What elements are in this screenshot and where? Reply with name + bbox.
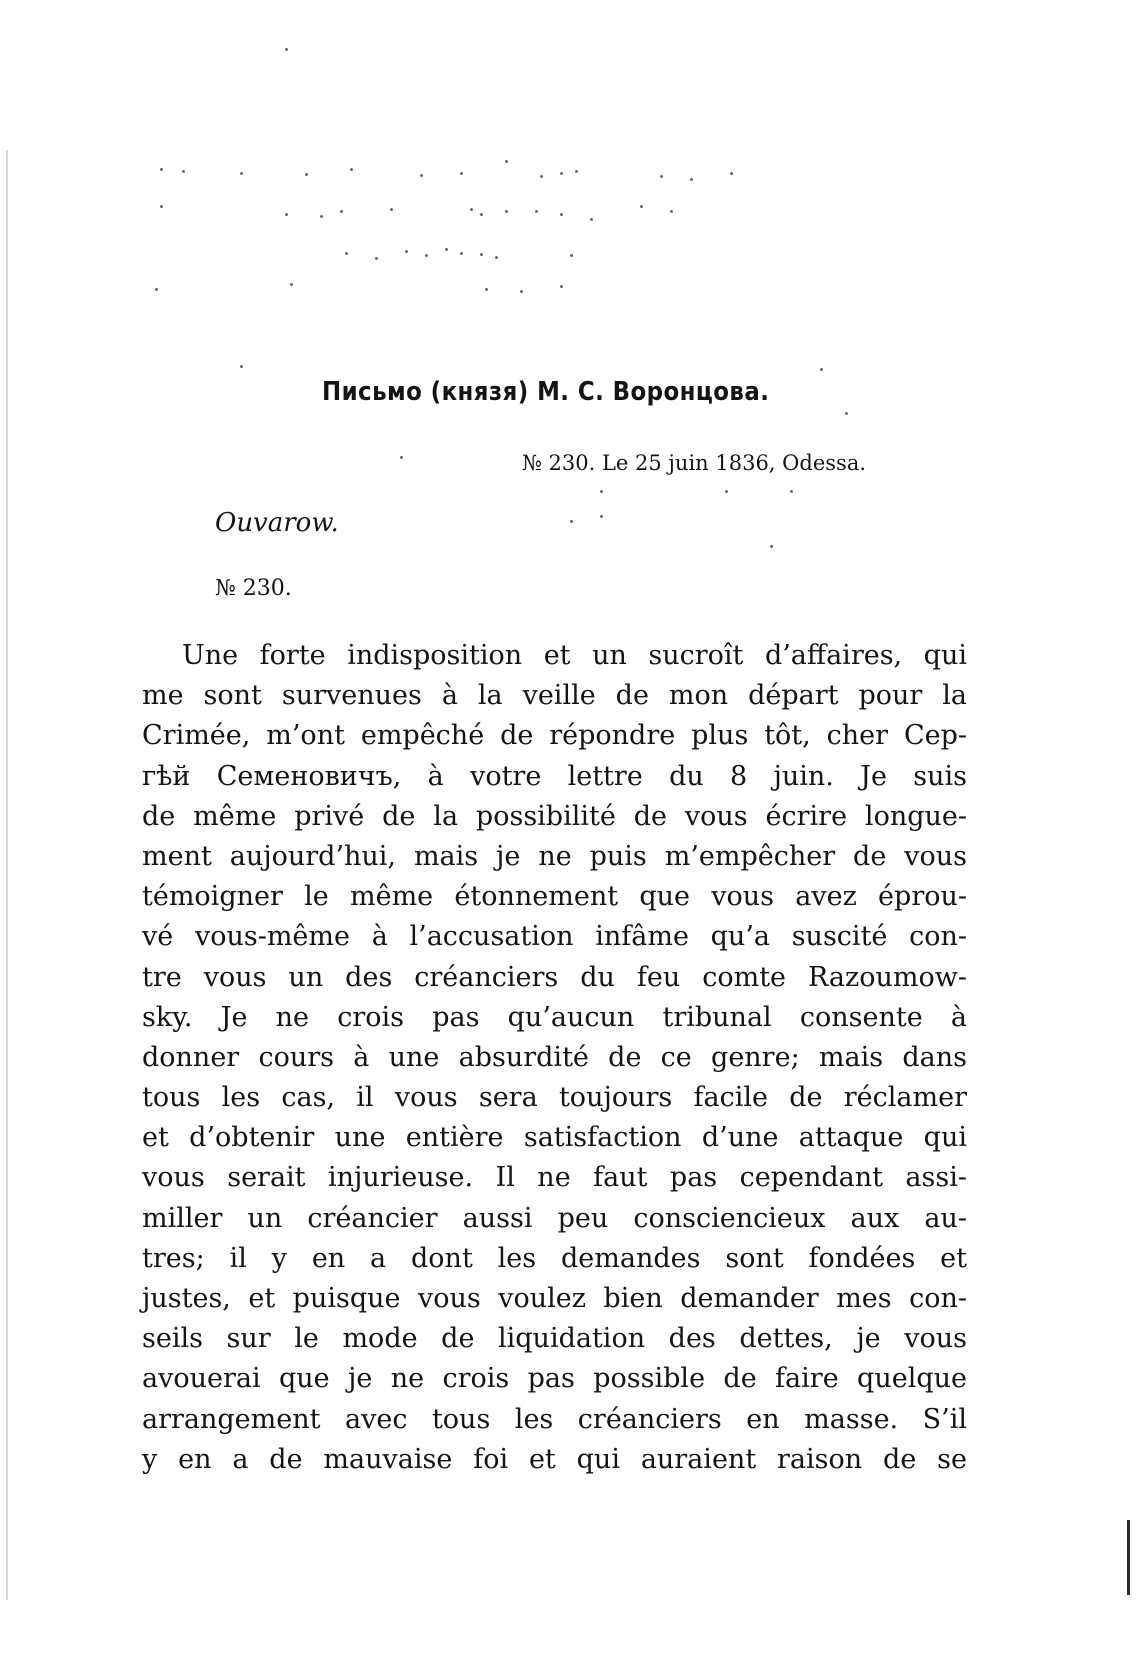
scan-speck: [640, 205, 643, 208]
body-line: Crimée, m’ont empêché de répondre plus tôt, cher Сер-: [142, 720, 967, 752]
body-line: avouerai que je ne crois pas possible de faire quelque: [142, 1363, 967, 1395]
scan-speck: [290, 283, 293, 286]
scan-speck: [600, 515, 603, 518]
body-line: sky. Je ne crois pas qu’aucun tribunal consente à: [142, 1001, 967, 1033]
body-line: donner cours à une absurdité de ce genre; mais dans: [142, 1041, 967, 1073]
scan-edge-left: [6, 150, 8, 1600]
scan-speck: [575, 170, 578, 173]
body-line: de même privé de la possibilité de vous écrire longue-: [142, 800, 967, 832]
scan-speck: [485, 288, 488, 291]
body-line: ment aujourd’hui, mais je ne puis m’empêcher de vous: [142, 840, 967, 872]
scan-speck: [845, 412, 848, 415]
letter-heading: Письмо (князя) М. С. Воронцова.: [322, 377, 770, 407]
scan-speck: [540, 175, 543, 178]
scan-speck: [790, 490, 793, 493]
scan-speck: [495, 256, 498, 259]
scan-speck: [305, 173, 308, 176]
scan-speck: [505, 210, 508, 213]
scan-speck: [460, 172, 463, 175]
scan-speck: [240, 365, 243, 368]
scan-speck: [670, 210, 673, 213]
body-line: et d’obtenir une entière satisfaction d’une attaque qui: [142, 1122, 967, 1154]
letter-recipient: Ouvarow.: [215, 508, 339, 538]
scan-speck: [570, 254, 573, 257]
scan-speck: [725, 490, 728, 493]
body-line: tre vous un des créanciers du feu comte Razoumow-: [142, 961, 967, 993]
scan-speck: [340, 210, 343, 213]
scan-edge-right: [1127, 1520, 1130, 1595]
scan-speck: [660, 175, 663, 178]
scan-speck: [160, 168, 163, 171]
body-line: Une forte indisposition et un sucroît d’affaires, qui: [182, 640, 967, 671]
scan-speck: [350, 168, 353, 171]
body-line: vé vous-même à l’accusation infâme qu’a suscité con-: [142, 921, 967, 953]
scan-speck: [285, 213, 288, 216]
scan-speck: [400, 456, 403, 459]
letter-dateline: № 230. Le 25 juin 1836, Odessa.: [522, 451, 867, 475]
scan-speck: [425, 254, 428, 257]
scan-speck: [375, 257, 378, 260]
body-line: témoigner le même étonnement que vous avez éprou-: [142, 881, 967, 913]
body-line: miller un créancier aussi peu consciencieux aux au-: [142, 1202, 967, 1234]
scan-speck: [445, 248, 448, 251]
scan-speck: [480, 253, 483, 256]
scan-speck: [345, 252, 348, 255]
body-line: vous serait injurieuse. Il ne faut pas cependant assi-: [142, 1162, 967, 1194]
body-line: гѣй Семеновичъ, à votre lettre du 8 juin. Je suis: [142, 760, 967, 792]
body-line: y en a de mauvaise foi et qui auraient raison de se: [142, 1443, 967, 1475]
letter-number: № 230.: [215, 576, 292, 601]
scan-speck: [730, 172, 733, 175]
scan-speck: [182, 170, 185, 173]
scan-speck: [535, 210, 538, 213]
scan-speck: [560, 213, 563, 216]
scan-speck: [160, 205, 163, 208]
scan-speck: [560, 285, 563, 288]
scan-speck: [460, 252, 463, 255]
body-line: tres; il y en a dont les demandes sont fondées et: [142, 1242, 967, 1274]
scan-speck: [690, 178, 693, 181]
scan-speck: [285, 48, 288, 51]
scan-speck: [570, 520, 573, 523]
body-line: me sont survenues à la veille de mon départ pour la: [142, 680, 967, 712]
body-line: tous les cas, il vous sera toujours facile de réclamer: [142, 1082, 967, 1114]
scan-speck: [590, 218, 593, 221]
body-line: seils sur le mode de liquidation des dettes, je vous: [142, 1323, 967, 1355]
scan-speck: [155, 288, 158, 291]
scan-speck: [390, 208, 393, 211]
scan-speck: [420, 174, 423, 177]
scan-speck: [480, 213, 483, 216]
scan-speck: [820, 368, 823, 371]
scan-speck: [770, 545, 773, 548]
scan-speck: [240, 172, 243, 175]
scan-speck: [520, 290, 523, 293]
scan-speck: [505, 160, 508, 163]
scan-speck: [405, 250, 408, 253]
body-line: arrangement avec tous les créanciers en masse. S’il: [142, 1403, 967, 1435]
letter-body: [142, 636, 967, 1480]
scan-speck: [320, 215, 323, 218]
scan-speck: [470, 208, 473, 211]
body-line: justes, et puisque vous voulez bien demander mes con-: [142, 1283, 967, 1314]
scan-speck: [600, 490, 603, 493]
scan-speck: [560, 172, 563, 175]
